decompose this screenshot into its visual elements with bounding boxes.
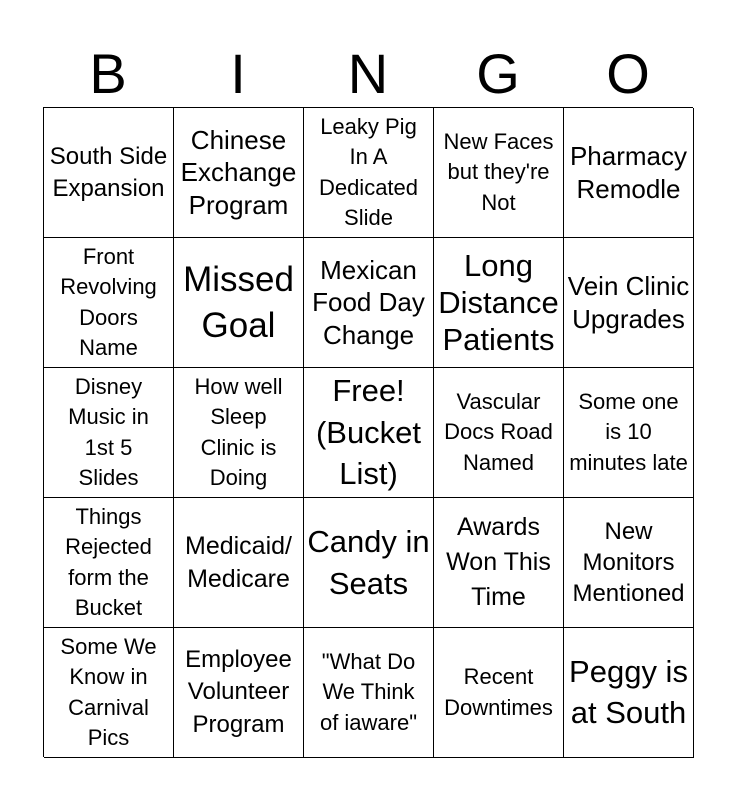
free-square[interactable] <box>304 368 434 498</box>
square-text: Medicaid/ Medicare <box>185 532 292 593</box>
square-text: Recent Downtimes <box>444 664 553 720</box>
square-text: Vein Clinic Upgrades <box>567 271 690 334</box>
bingo-square[interactable] <box>174 368 304 498</box>
bingo-square[interactable] <box>304 498 434 628</box>
square-text: Disney Music in 1st 5 Slides <box>68 373 149 490</box>
header-letter-n: N <box>347 42 389 105</box>
header-letter-g: G <box>476 42 520 105</box>
bingo-square[interactable] <box>434 238 564 368</box>
square-text: Missed Goal <box>183 260 294 345</box>
square-text: "What Do We Think of iaware" <box>319 648 418 735</box>
bingo-square[interactable] <box>564 238 694 368</box>
bingo-square[interactable] <box>304 628 434 758</box>
bingo-header <box>43 40 693 108</box>
bingo-square[interactable] <box>44 498 174 628</box>
square-text: Some We Know in Carnival Pics <box>60 633 157 750</box>
bingo-square[interactable] <box>564 368 694 498</box>
square-text: Free! (Bucket List) <box>315 372 422 492</box>
bingo-square[interactable] <box>434 628 564 758</box>
square-text: Leaky Pig In A Dedicated Slide <box>318 113 419 230</box>
bingo-square[interactable] <box>174 238 304 368</box>
bingo-square[interactable] <box>434 368 564 498</box>
square-text: South Side Expansion <box>49 143 168 202</box>
square-text: Employee Volunteer Program <box>185 645 292 738</box>
square-text: Front Revolving Doors Name <box>60 243 157 360</box>
bingo-square[interactable] <box>564 498 694 628</box>
square-text: Things Rejected form the Bucket <box>65 503 152 620</box>
bingo-square[interactable] <box>174 498 304 628</box>
bingo-square[interactable] <box>304 108 434 238</box>
square-text: New Monitors Mentioned <box>572 517 685 608</box>
square-text: Candy in Seats <box>307 523 430 601</box>
bingo-square[interactable] <box>44 368 174 498</box>
bingo-square[interactable] <box>174 628 304 758</box>
square-text: Pharmacy Remodle <box>569 141 688 204</box>
square-text: Chinese Exchange Program <box>180 124 297 220</box>
header-letter-o: O <box>606 42 650 105</box>
bingo-square[interactable] <box>44 108 174 238</box>
bingo-square[interactable] <box>564 628 694 758</box>
square-text: How well Sleep Clinic is Doing <box>194 373 283 490</box>
square-text: New Faces but they're Not <box>443 128 554 215</box>
square-text: Some one is 10 minutes late <box>569 388 688 475</box>
bingo-square[interactable] <box>564 108 694 238</box>
bingo-grid <box>43 107 693 757</box>
bingo-square[interactable] <box>304 238 434 368</box>
bingo-square[interactable] <box>44 238 174 368</box>
bingo-square[interactable] <box>44 628 174 758</box>
square-text: Peggy is at South <box>569 654 688 730</box>
bingo-square[interactable] <box>174 108 304 238</box>
header-letter-i: I <box>230 42 246 105</box>
bingo-square[interactable] <box>434 498 564 628</box>
square-text: Mexican Food Day Change <box>312 254 425 350</box>
square-text: Awards Won This Time <box>446 513 551 611</box>
header-letter-b: B <box>89 42 127 105</box>
square-text: Vascular Docs Road Named <box>444 388 553 475</box>
bingo-square[interactable] <box>434 108 564 238</box>
square-text: Long Distance Patients <box>438 247 559 358</box>
